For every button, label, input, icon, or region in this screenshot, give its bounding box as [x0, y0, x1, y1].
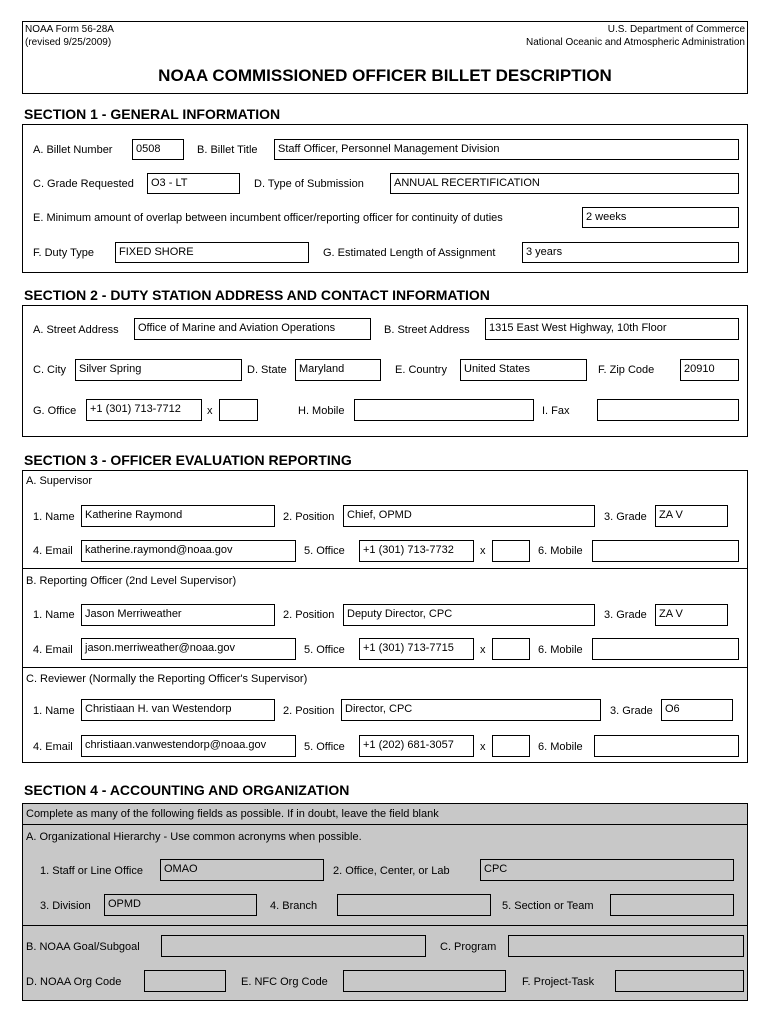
project-task-label: F. Project-Task: [522, 976, 595, 988]
office-phone-field[interactable]: +1 (301) 713-7712: [86, 399, 202, 421]
reporting-email-label: 4. Email: [33, 644, 73, 656]
billet-number-label: A. Billet Number: [33, 144, 113, 156]
center-lab-label: 2. Office, Center, or Lab: [333, 865, 450, 877]
nfc-code-label: E. NFC Org Code: [241, 976, 328, 988]
section4-divider-1: [22, 824, 748, 825]
reviewer-position-label: 2. Position: [283, 705, 335, 717]
supervisor-position-field[interactable]: Chief, OPMD: [343, 505, 595, 527]
supervisor-name-label: 1. Name: [33, 511, 75, 523]
reporting-office-label: 5. Office: [304, 644, 345, 656]
supervisor-grade-field[interactable]: ZA V: [655, 505, 728, 527]
city-field[interactable]: Silver Spring: [75, 359, 242, 381]
street-b-label: B. Street Address: [384, 324, 470, 336]
form-number: NOAA Form 56-28A: [25, 24, 114, 35]
country-label: E. Country: [395, 364, 447, 376]
program-label: C. Program: [440, 941, 497, 953]
reviewer-title: C. Reviewer (Normally the Reporting Officer's Supervisor): [26, 673, 308, 685]
org-code-field[interactable]: [144, 970, 226, 992]
reviewer-grade-field[interactable]: O6: [661, 699, 733, 721]
reviewer-grade-label: 3. Grade: [610, 705, 653, 717]
reporting-email-field[interactable]: jason.merriweather@noaa.gov: [81, 638, 296, 660]
reporting-grade-field[interactable]: ZA V: [655, 604, 728, 626]
supervisor-email-field[interactable]: katherine.raymond@noaa.gov: [81, 540, 296, 562]
supervisor-name-field[interactable]: Katherine Raymond: [81, 505, 275, 527]
supervisor-ext-field[interactable]: [492, 540, 530, 562]
supervisor-ext-label: x: [480, 545, 486, 557]
project-task-field[interactable]: [615, 970, 744, 992]
assignment-length-field[interactable]: 3 years: [522, 242, 739, 263]
street-a-label: A. Street Address: [33, 324, 119, 336]
mobile-label: H. Mobile: [298, 405, 345, 417]
office-phone-label: G. Office: [33, 405, 77, 417]
reviewer-ext-field[interactable]: [492, 735, 530, 757]
zip-label: F. Zip Code: [598, 364, 655, 376]
department-name: U.S. Department of Commerce: [607, 24, 745, 35]
division-field[interactable]: OPMD: [104, 894, 257, 916]
reporting-name-label: 1. Name: [33, 609, 75, 621]
agency-name: National Oceanic and Atmospheric Administration: [525, 37, 745, 48]
submission-type-label: D. Type of Submission: [254, 178, 364, 190]
reporting-name-field[interactable]: Jason Merriweather: [81, 604, 275, 626]
reviewer-email-label: 4. Email: [33, 741, 73, 753]
assignment-length-label: G. Estimated Length of Assignment: [323, 247, 496, 259]
org-hierarchy-label: A. Organizational Hierarchy - Use common acronyms when possible.: [26, 831, 362, 843]
reporting-position-field[interactable]: Deputy Director, CPC: [343, 604, 595, 626]
reporting-office-field[interactable]: +1 (301) 713-7715: [359, 638, 474, 660]
overlap-label: E. Minimum amount of overlap between incumbent officer/reporting officer for continuity of duties: [33, 212, 503, 224]
center-lab-field[interactable]: CPC: [480, 859, 734, 881]
staff-office-field[interactable]: OMAO: [160, 859, 324, 881]
reviewer-email-field[interactable]: christiaan.vanwestendorp@noaa.gov: [81, 735, 296, 757]
form-revised: (revised 9/25/2009): [25, 37, 112, 48]
section3-divider-c: [22, 667, 748, 668]
overlap-field[interactable]: 2 weeks: [582, 207, 739, 228]
section2-heading: SECTION 2 - DUTY STATION ADDRESS AND CONTACT INFORMATION: [24, 287, 490, 303]
section4-divider-2: [22, 925, 748, 926]
goal-field[interactable]: [161, 935, 426, 957]
state-label: D. State: [247, 364, 287, 376]
section4-heading: SECTION 4 - ACCOUNTING AND ORGANIZATION: [24, 782, 350, 798]
billet-title-label: B. Billet Title: [197, 144, 258, 156]
billet-title-field[interactable]: Staff Officer, Personnel Management Division: [274, 139, 739, 160]
reviewer-name-label: 1. Name: [33, 705, 75, 717]
reporting-title: B. Reporting Officer (2nd Level Supervisor): [26, 575, 237, 587]
reporting-mobile-label: 6. Mobile: [538, 644, 583, 656]
supervisor-title: A. Supervisor: [26, 475, 93, 487]
staff-office-label: 1. Staff or Line Office: [40, 865, 143, 877]
state-field[interactable]: Maryland: [295, 359, 381, 381]
section1-heading: SECTION 1 - GENERAL INFORMATION: [24, 106, 281, 122]
supervisor-office-field[interactable]: +1 (301) 713-7732: [359, 540, 474, 562]
reviewer-name-field[interactable]: Christiaan H. van Westendorp: [81, 699, 275, 721]
reviewer-mobile-label: 6. Mobile: [538, 741, 583, 753]
reviewer-position-field[interactable]: Director, CPC: [341, 699, 601, 721]
mobile-field[interactable]: [354, 399, 534, 421]
country-field[interactable]: United States: [460, 359, 587, 381]
office-ext-field[interactable]: [219, 399, 258, 421]
branch-field[interactable]: [337, 894, 491, 916]
fax-field[interactable]: [597, 399, 739, 421]
page-title: NOAA COMMISSIONED OFFICER BILLET DESCRIPTION: [158, 66, 612, 85]
section3-heading: SECTION 3 - OFFICER EVALUATION REPORTING: [24, 452, 352, 468]
division-label: 3. Division: [40, 900, 91, 912]
grade-requested-field[interactable]: O3 - LT: [147, 173, 240, 194]
supervisor-email-label: 4. Email: [33, 545, 73, 557]
city-label: C. City: [33, 364, 66, 376]
org-code-label: D. NOAA Org Code: [26, 976, 122, 988]
section-team-label: 5. Section or Team: [502, 900, 594, 912]
nfc-code-field[interactable]: [343, 970, 506, 992]
branch-label: 4. Branch: [270, 900, 318, 912]
reporting-grade-label: 3. Grade: [604, 609, 647, 621]
reporting-ext-field[interactable]: [492, 638, 530, 660]
street-a-field[interactable]: Office of Marine and Aviation Operations: [134, 318, 371, 340]
goal-label: B. NOAA Goal/Subgoal: [26, 941, 140, 953]
reviewer-office-label: 5. Office: [304, 741, 345, 753]
section-team-field[interactable]: [610, 894, 734, 916]
section4-instruction: Complete as many of the following fields as possible. If in doubt, leave the field blank: [26, 808, 439, 820]
fax-label: I. Fax: [542, 405, 570, 417]
billet-number-field[interactable]: 0508: [132, 139, 184, 160]
submission-type-field[interactable]: ANNUAL RECERTIFICATION: [390, 173, 739, 194]
reporting-mobile-field[interactable]: [592, 638, 739, 660]
duty-type-field[interactable]: FIXED SHORE: [115, 242, 309, 263]
street-b-field[interactable]: 1315 East West Highway, 10th Floor: [485, 318, 739, 340]
office-ext-label: x: [207, 405, 213, 417]
reviewer-mobile-field[interactable]: [594, 735, 739, 757]
program-field[interactable]: [508, 935, 744, 957]
supervisor-mobile-label: 6. Mobile: [538, 545, 583, 557]
zip-field[interactable]: 20910: [680, 359, 739, 381]
supervisor-mobile-field[interactable]: [592, 540, 739, 562]
supervisor-office-label: 5. Office: [304, 545, 345, 557]
grade-requested-label: C. Grade Requested: [33, 178, 134, 190]
reporting-position-label: 2. Position: [283, 609, 335, 621]
reviewer-office-field[interactable]: +1 (202) 681-3057: [359, 735, 474, 757]
supervisor-grade-label: 3. Grade: [604, 511, 647, 523]
duty-type-label: F. Duty Type: [33, 247, 94, 259]
supervisor-position-label: 2. Position: [283, 511, 335, 523]
section3-divider-b: [22, 568, 748, 569]
reviewer-ext-label: x: [480, 741, 486, 753]
reporting-ext-label: x: [480, 644, 486, 656]
